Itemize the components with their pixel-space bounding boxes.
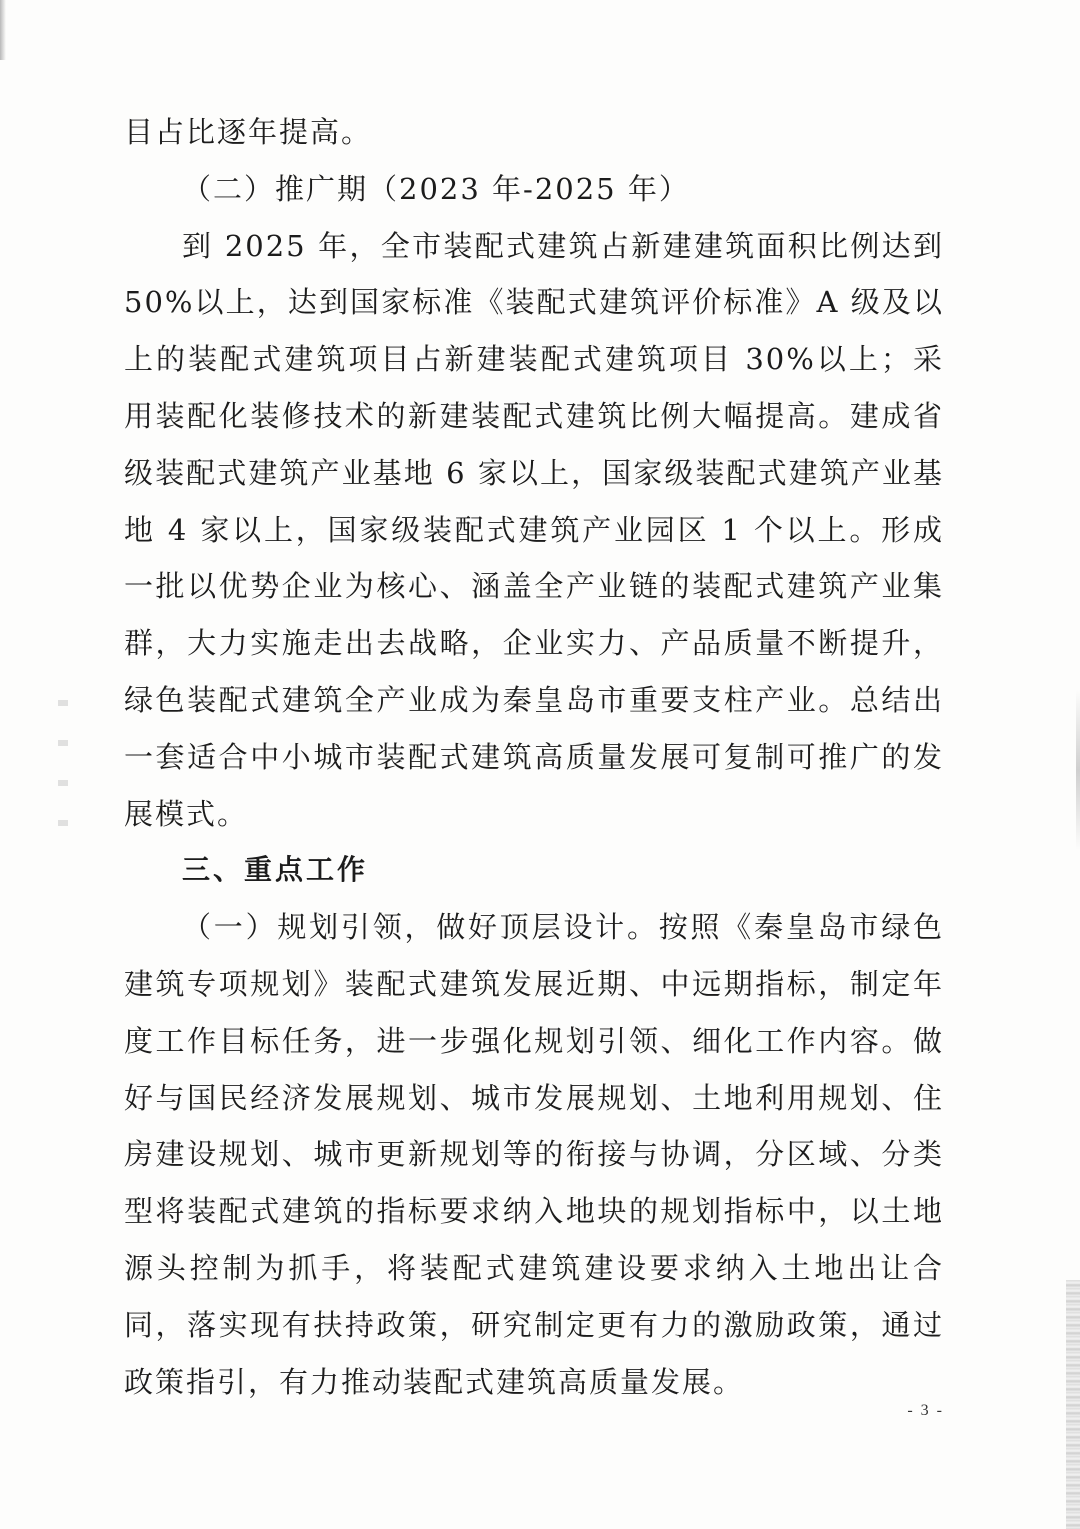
document-body [124,104,944,1410]
scan-edge-artifact [1066,1280,1080,1529]
binding-marks [58,700,68,830]
scan-edge-artifact [1076,690,1080,850]
subheading-promotion-period: （二）推广期（2023 年-2025 年） [182,171,690,206]
paragraph-continuation: 目占比逐年提高。 [124,115,373,149]
scan-edge-artifact [0,0,6,60]
paragraph-planning-guidance: （一）规划引领，做好顶层设计。按照《秦皇岛市绿色建筑专项规划》装配式建筑发展近期、中远期指标，制定年度工作目标任务，进一步强化规划引领、细化工作内容。做好与国民经济发展规划、城市发展规划、土地利用规划、住房建设规划、城市更新规划等的衔接与协调，分区域、分类型将装配式建筑的指标要求纳入地块的规划指标中，以土地源头控制为抓手，将装配式建筑建设要求纳入土地出让合同，落实现有扶持政策，研究制定更有力的激励政策，通过政策指引，有力推动装配式建筑高质量发展。 [124,910,944,1399]
paragraph-2025-targets: 到 2025 年，全市装配式建筑占新建建筑面积比例达到 50%以上，达到国家标准《装配式建筑评价标准》A 级及以上的装配式建筑项目占新建装配式建筑项目 30%以上；采用装配化装修技术的新建装配式建筑比例大幅提高。建成省级装配式建筑产业基地 6 家以上，国家级装配式建筑产业基地 4 家以上，国家级装配式建筑产业园区 1 个以上。形成一批以优势企业为核心、涵盖全产业链的装配式建筑产业集群，大力实施走出去战略，企业实力、产品质量不断提升，绿色装配式建筑全产业成为秦皇岛市重要支柱产业。总结出一套适合中小城市装配式建筑高质量发展可复制可推广的发展模式。 [124,228,944,831]
section-heading-key-work: 三、重点工作 [182,853,369,887]
page-number: - 3 - [907,1402,944,1419]
